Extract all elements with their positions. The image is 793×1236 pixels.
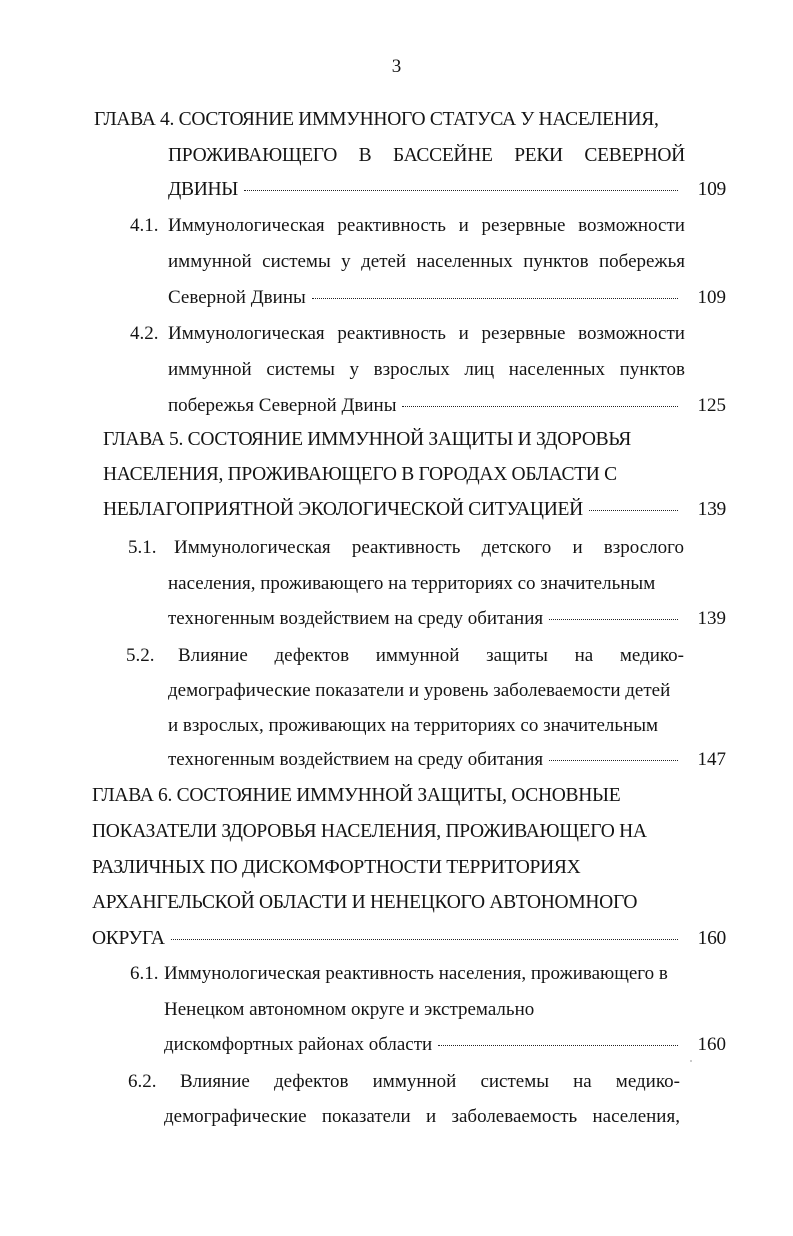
toc-section-4-2-line-1: [168, 322, 685, 346]
toc-entry-text: НЕБЛАГОПРИЯТНОЙ ЭКОЛОГИЧЕСКОЙ СИТУАЦИЕЙ: [103, 499, 583, 520]
toc-word: иммунной: [372, 1071, 457, 1092]
toc-word: ПРОЖИВАЮЩЕГО: [168, 145, 338, 166]
toc-page-number: 109: [697, 179, 726, 200]
toc-section-4-2-line-2: [168, 358, 685, 382]
toc-word: дефектов: [273, 1071, 349, 1092]
toc-word: защиты: [486, 645, 548, 666]
toc-section-number: 4.2.: [130, 323, 159, 344]
toc-chapter-6-title-line-4: АРХАНГЕЛЬСКОЙ ОБЛАСТИ И НЕНЕЦКОГО АВТОНОМНОГО: [92, 892, 638, 913]
toc-word: Влияние: [180, 1071, 250, 1092]
toc-section-4-1-line-3[interactable]: [168, 286, 726, 310]
toc-word: пунктов: [523, 251, 589, 272]
toc-entry-text: ДВИНЫ: [168, 179, 238, 200]
toc-word: Влияние: [178, 645, 248, 666]
toc-word: иммунной: [168, 359, 252, 380]
toc-word: на: [573, 1071, 592, 1092]
toc-section-6-1-line-3[interactable]: [164, 1033, 726, 1057]
toc-word: и: [458, 215, 469, 236]
toc-word: возможности: [578, 215, 685, 236]
toc-word: детского: [481, 537, 552, 558]
toc-word: и: [572, 537, 583, 558]
toc-page-number: 147: [697, 749, 726, 770]
toc-section-5-2-line-4[interactable]: [168, 748, 726, 772]
toc-word: медико-: [615, 1071, 680, 1092]
toc-word: резервные: [481, 215, 566, 236]
page-number: 3: [391, 56, 402, 77]
toc-word: побережья: [598, 251, 685, 272]
toc-entry-text: техногенным воздействием на среду обитания: [168, 749, 544, 770]
toc-word: системы: [266, 359, 335, 380]
toc-word: на: [574, 645, 594, 666]
toc-entry-text: техногенным воздействием на среду обитания: [168, 608, 544, 629]
toc-word: реактивность: [337, 215, 446, 236]
dot-leader: [312, 298, 678, 299]
toc-word: Иммунологическая: [168, 215, 325, 236]
toc-section-5-1-line-3[interactable]: [168, 607, 726, 631]
toc-word: населенных: [508, 359, 606, 380]
toc-section-6-1-line-1: Иммунологическая реактивность населения, проживающего в: [164, 963, 668, 984]
toc-section-number: 6.2.: [128, 1071, 157, 1092]
toc-word: дефектов: [274, 645, 350, 666]
toc-section-number: 4.1.: [130, 215, 159, 236]
toc-entry-text: дискомфортных районах области: [164, 1034, 433, 1055]
toc-section-6-2-line-2: [164, 1105, 680, 1129]
dot-leader: [549, 760, 678, 761]
toc-section-5-1-line-1: [174, 536, 684, 560]
toc-entry-text: побережья Северной Двины: [168, 395, 397, 416]
toc-section-number: 6.1.: [130, 963, 159, 984]
toc-word: показатели: [321, 1106, 411, 1127]
toc-chapter-6-title-line-2: ПОКАЗАТЕЛИ ЗДОРОВЬЯ НАСЕЛЕНИЯ, ПРОЖИВАЮЩЕГО НА: [92, 821, 647, 842]
toc-entry-text: Северной Двины: [168, 287, 306, 308]
toc-word: заболеваемость: [451, 1106, 578, 1127]
toc-word: БАССЕЙНЕ: [392, 145, 493, 166]
toc-word: у: [349, 359, 359, 380]
dot-leader: [589, 510, 678, 511]
toc-section-number: 5.1.: [128, 537, 157, 558]
toc-chapter-6-title-line-5[interactable]: [92, 927, 726, 951]
toc-word: резервные: [481, 323, 566, 344]
toc-chapter-4-title-line-3[interactable]: [168, 178, 726, 202]
toc-chapter-6-title-line-1: ГЛАВА 6. СОСТОЯНИЕ ИММУННОЙ ЗАЩИТЫ, ОСНОВНЫЕ: [92, 785, 621, 806]
toc-page-number: 109: [697, 287, 726, 308]
toc-word: возможности: [578, 323, 685, 344]
toc-word: демографические: [164, 1106, 307, 1127]
toc-chapter-5-title-line-2: НАСЕЛЕНИЯ, ПРОЖИВАЮЩЕГО В ГОРОДАХ ОБЛАСТИ С: [103, 464, 617, 485]
toc-chapter-5-title-line-3[interactable]: [103, 498, 726, 522]
toc-word: и: [458, 323, 469, 344]
toc-page-number: 139: [697, 608, 726, 629]
dot-leader: [438, 1045, 678, 1046]
toc-page-number: 139: [697, 499, 726, 520]
toc-section-4-2-line-3[interactable]: [168, 394, 726, 418]
scan-speck: [690, 1060, 692, 1062]
toc-section-5-2-line-1: [178, 644, 684, 668]
dot-leader: [402, 406, 678, 407]
toc-section-6-2-line-1: [180, 1070, 680, 1094]
toc-word: системы: [480, 1071, 549, 1092]
dot-leader: [549, 619, 678, 620]
toc-word: и: [426, 1106, 437, 1127]
toc-chapter-4-title-line-1: ГЛАВА 4. СОСТОЯНИЕ ИММУННОГО СТАТУСА У НАСЕЛЕНИЯ,: [94, 109, 659, 130]
toc-section-number: 5.2.: [126, 645, 155, 666]
toc-section-4-1-line-1: [168, 214, 685, 238]
toc-section-5-2-line-3: и взрослых, проживающих на территориях со значительным: [168, 715, 658, 736]
toc-word: иммунной: [168, 251, 252, 272]
toc-word: РЕКИ: [514, 145, 563, 166]
dot-leader: [244, 190, 678, 191]
toc-word: Иммунологическая: [168, 323, 325, 344]
toc-chapter-5-title-line-1: ГЛАВА 5. СОСТОЯНИЕ ИММУННОЙ ЗАЩИТЫ И ЗДОРОВЬЯ: [103, 429, 631, 450]
toc-word: СЕВЕРНОЙ: [584, 145, 685, 166]
toc-word: Иммунологическая: [174, 537, 331, 558]
toc-word: пунктов: [619, 359, 685, 380]
toc-page-number: 160: [697, 1034, 726, 1055]
toc-word: иммунной: [375, 645, 460, 666]
toc-chapter-4-title-line-2: [168, 144, 685, 168]
toc-word: реактивность: [351, 537, 461, 558]
toc-word: взрослых: [373, 359, 450, 380]
toc-word: взрослого: [603, 537, 684, 558]
toc-page-number: 160: [697, 928, 726, 949]
toc-word: населения,: [592, 1106, 680, 1127]
toc-word: системы: [262, 251, 331, 272]
toc-word: у: [341, 251, 351, 272]
toc-section-5-1-line-2: населения, проживающего на территориях со значительным: [168, 573, 656, 594]
toc-word: медико-: [619, 645, 684, 666]
toc-word: лиц: [464, 359, 495, 380]
toc-word: В: [358, 145, 372, 166]
toc-word: населенных: [416, 251, 513, 272]
toc-section-6-1-line-2: Ненецком автономном округе и экстремально: [164, 999, 535, 1020]
toc-word: реактивность: [337, 323, 446, 344]
toc-section-4-1-line-2: [168, 250, 685, 274]
toc-entry-text: ОКРУГА: [92, 928, 165, 949]
toc-chapter-6-title-line-3: РАЗЛИЧНЫХ ПО ДИСКОМФОРТНОСТИ ТЕРРИТОРИЯХ: [92, 857, 581, 878]
toc-section-5-2-line-2: демографические показатели и уровень заболеваемости детей: [168, 680, 671, 701]
toc-word: детей: [361, 251, 407, 272]
toc-page-number: 125: [697, 395, 726, 416]
dot-leader: [171, 939, 678, 940]
